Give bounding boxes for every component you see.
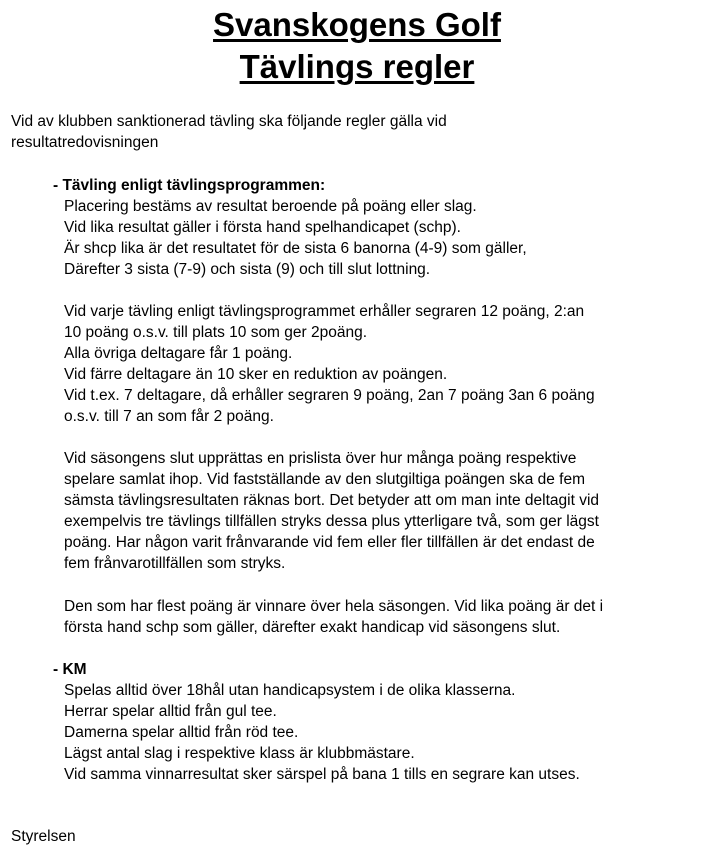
paragraph-line: Vid lika resultat gäller i första hand spelhandicapet (schp).: [64, 219, 461, 236]
km-rule-line: Lägst antal slag i respektive klass är klubbmästare.: [64, 745, 415, 762]
paragraph-line: o.s.v. till 7 an som får 2 poäng.: [64, 408, 274, 425]
paragraph-line: Vid färre deltagare än 10 sker en reduktion av poängen.: [64, 366, 448, 383]
paragraph-line: Vid säsongens slut upprättas en prislista över hur många poäng respektive: [64, 450, 577, 467]
paragraph-line: Vid varje tävling enligt tävlingsprogrammet erhåller segraren 12 poäng, 2:an: [64, 303, 585, 320]
km-rule-line: Damerna spelar alltid från röd tee.: [64, 724, 299, 741]
paragraph-line: poäng. Har någon varit frånvarande vid fem eller fler tillfällen är det endast de: [64, 534, 595, 551]
paragraph-line: spelare samlat ihop. Vid fastställande av den slutgiltiga poängen ska de fem: [64, 471, 586, 488]
intro-line: resultatredovisningen: [11, 134, 159, 151]
km-rule-line: Vid samma vinnarresultat sker särspel på bana 1 tills en segrare kan utses.: [64, 766, 580, 783]
section-heading-tavling: - Tävling enligt tävlingsprogrammen:: [53, 177, 326, 194]
paragraph-line: Vid t.ex. 7 deltagare, då erhåller segraren 9 poäng, 2an 7 poäng 3an 6 poäng: [64, 387, 595, 404]
paragraph-line: Därefter 3 sista (7-9) och sista (9) och till slut lottning.: [64, 261, 431, 278]
document-title-line-2: Tävlings regler: [239, 48, 475, 85]
paragraph-line: sämsta tävlingsresultaten räknas bort. Det betyder att om man inte deltagit vid: [64, 492, 600, 509]
signature: Styrelsen: [11, 828, 76, 845]
paragraph-line: Den som har flest poäng är vinnare över hela säsongen. Vid lika poäng är det i: [64, 598, 604, 615]
paragraph-line: Placering bestäms av resultat beroende på poäng eller slag.: [64, 198, 477, 215]
intro-line: Vid av klubben sanktionerad tävling ska följande regler gälla vid: [11, 113, 447, 130]
km-rule-line: Herrar spelar alltid från gul tee.: [64, 703, 277, 720]
km-rule-line: Spelas alltid över 18hål utan handicapsystem i de olika klasserna.: [64, 682, 516, 699]
paragraph-line: 10 poäng o.s.v. till plats 10 som ger 2poäng.: [64, 324, 368, 341]
section-heading-km: - KM: [53, 661, 87, 678]
paragraph-line: fem frånvarotillfällen som stryks.: [64, 555, 286, 572]
paragraph-line: Alla övriga deltagare får 1 poäng.: [64, 345, 293, 362]
paragraph-line: exempelvis tre tävlings tillfällen stryks dessa plus ytterligare två, som ger lägst: [64, 513, 599, 530]
document-title-line-1: Svanskogens Golf: [213, 6, 501, 43]
paragraph-line: första hand schp som gäller, därefter exakt handicap vid säsongens slut.: [64, 619, 561, 636]
paragraph-line: Är shcp lika är det resultatet för de sista 6 banorna (4-9) som gäller,: [64, 240, 527, 257]
